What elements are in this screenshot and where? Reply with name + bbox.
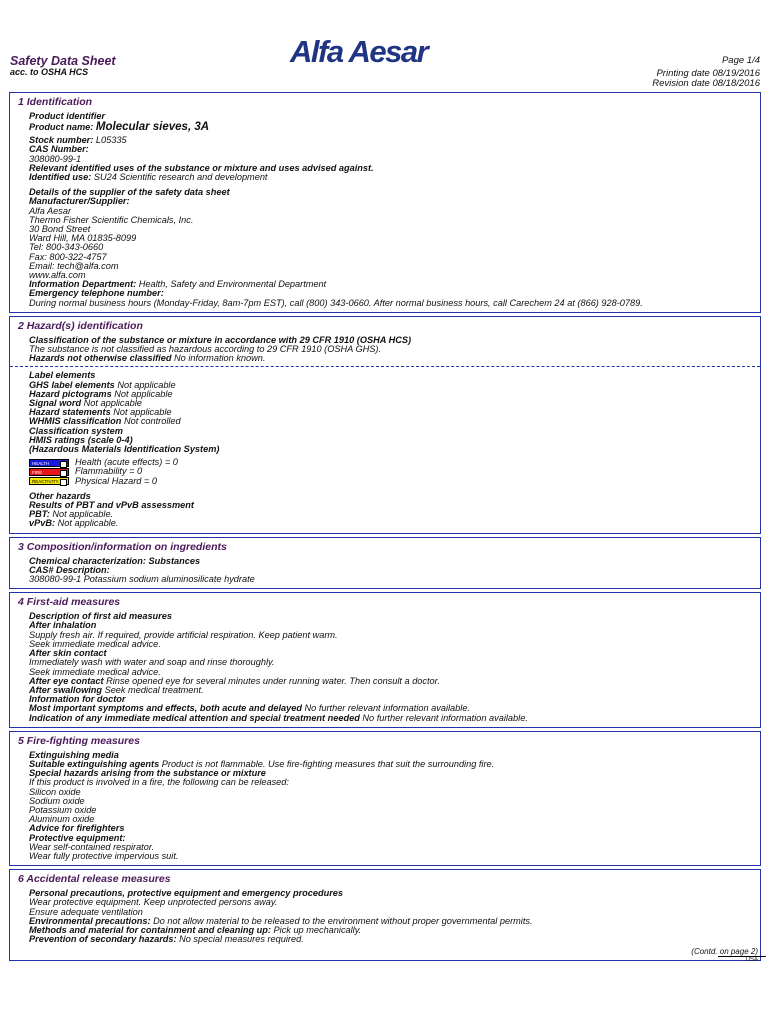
field-label: Environmental precautions:: [29, 915, 151, 926]
environmental-text: Do not allow material to be released to the environment without proper governmental permits.: [153, 915, 533, 926]
field-label: Indication of any immediate medical attention and special treatment needed: [29, 712, 360, 723]
section-title: 3 Composition/information on ingredients: [18, 540, 227, 553]
phone-line: Tel: 800-343-0660: [29, 242, 104, 253]
document-header-right: [652, 56, 760, 88]
address-line: Thermo Fisher Scientific Chemicals, Inc.: [29, 214, 194, 225]
section-title: 4 First-aid measures: [18, 596, 121, 609]
section-accidental-release: [9, 869, 761, 961]
field-label: Manufacturer/Supplier:: [29, 196, 130, 207]
field-label: Product name:: [29, 122, 94, 133]
field-label: Identified use:: [29, 172, 92, 183]
continued-note: (Contd. on page 2): [691, 947, 758, 957]
hmis-physical-value: Physical Hazard = 0: [75, 475, 157, 486]
field-label: Suitable extinguishing agents: [29, 758, 160, 769]
inhalation-text: Supply fresh air. If required, provide artificial respiration. Keep patient warm.: [29, 629, 338, 640]
hazard-statements-value: Not applicable: [113, 407, 172, 418]
field-label: Classification system: [29, 425, 123, 436]
section-composition: [9, 537, 761, 590]
section-fire-fighting: [9, 731, 761, 866]
protective-text: Wear fully protective impervious suit.: [29, 850, 179, 861]
field-label: Results of PBT and vPvB assessment: [29, 500, 194, 511]
field-label: Hazard pictograms: [29, 388, 112, 399]
field-label: Hazards not otherwise classified: [29, 353, 172, 364]
field-label: Chemical characterization: Substances: [29, 555, 201, 566]
field-label: Protective equipment:: [29, 832, 126, 843]
hmis-reactivity-label: REACTIVITY: [29, 477, 69, 485]
field-label: Other hazards: [29, 490, 91, 501]
hmis-health-label: HEALTH: [29, 459, 69, 467]
field-label: CAS Number:: [29, 144, 89, 155]
field-label: Signal word: [29, 398, 82, 409]
field-label: After inhalation: [29, 620, 97, 631]
field-label: Most important symptoms and effects, both acute and delayed: [29, 703, 302, 714]
precaution-text: Wear protective equipment. Keep unprotected persons away.: [29, 897, 278, 908]
stock-number: L05335: [95, 135, 127, 146]
section-title: 5 Fire-fighting measures: [18, 734, 140, 747]
page-number: Page 1/4: [721, 55, 760, 66]
signal-word-value: Not applicable: [83, 398, 142, 409]
oxide-item: Potassium oxide: [29, 804, 97, 815]
hmis-reactivity-row: [29, 477, 760, 486]
field-label: Personal precautions, protective equipment and emergency procedures: [29, 888, 343, 899]
document-subtitle: acc. to OSHA HCS: [10, 67, 89, 77]
section-title: 2 Hazard(s) identification: [18, 319, 143, 332]
precaution-text: Ensure adequate ventilation: [29, 906, 143, 917]
section-identification: [9, 92, 761, 313]
suitable-agents-text: Product is not flammable. Use fire-fighting measures that suit the surrounding fire.: [161, 758, 495, 769]
field-label: Advice for firefighters: [29, 823, 125, 834]
field-label: (Hazardous Materials Identification System): [29, 444, 220, 455]
hnoc-value: No information known.: [174, 353, 266, 364]
eye-text: Rinse opened eye for several minutes under running water. Then consult a doctor.: [106, 675, 440, 686]
field-label: GHS label elements: [29, 379, 115, 390]
emergency-text: During normal business hours (Monday-Friday, 8am-7pm EST), call (800) 343-0660. After normal business hours, call Carechem 24 at (866) 928-0789.: [29, 297, 643, 308]
section-first-aid: [9, 592, 761, 727]
whmis-value: Not controlled: [123, 416, 181, 427]
skin-text: Seek immediate medical advice.: [29, 666, 161, 677]
field-label: Relevant identified uses of the substance or mixture and uses advised against.: [29, 162, 374, 173]
protective-text: Wear self-contained respirator.: [29, 841, 155, 852]
printing-date: Printing date 08/19/2016: [656, 67, 760, 79]
address-line: Alfa Aesar: [29, 205, 72, 216]
field-label: Hazard statements: [29, 407, 111, 418]
field-label: PBT:: [29, 509, 50, 520]
field-label: Methods and material for containment and cleaning up:: [29, 924, 271, 935]
product-name: Molecular sieves, 3A: [95, 121, 210, 134]
revision-date: Revision date 08/18/2016: [652, 77, 760, 89]
hmis-fire-value: Flammability = 0: [75, 466, 143, 477]
company-logo: Alfa Aesar: [290, 34, 428, 69]
region-footer: USA: [745, 957, 758, 963]
pbt-value: Not applicable.: [52, 509, 114, 520]
fax-line: Fax: 800-322-4757: [29, 251, 107, 262]
address-line: Ward Hill, MA 01835-8099: [29, 233, 137, 244]
field-label: Information Department:: [29, 279, 137, 290]
field-label: Description of first aid measures: [29, 611, 172, 622]
field-label: WHMIS classification: [29, 416, 122, 427]
field-label: After skin contact: [29, 648, 107, 659]
field-label: Extinguishing media: [29, 749, 119, 760]
email-line: Email: tech@alfa.com: [29, 260, 119, 271]
identified-use: SU24 Scientific research and development: [93, 172, 268, 183]
field-label: Stock number:: [29, 135, 94, 146]
vpvb-value: Not applicable.: [57, 518, 119, 529]
field-label: Label elements: [29, 370, 96, 381]
field-label: Prevention of secondary hazards:: [29, 934, 177, 945]
section-title: 6 Accidental release measures: [18, 873, 171, 886]
field-label: CAS# Description:: [29, 564, 110, 575]
info-department: Health, Safety and Environmental Department: [138, 279, 327, 290]
dashed-divider: [10, 366, 760, 367]
prevention-text: No special measures required.: [179, 934, 304, 945]
indication-text: No further relevant information available.: [362, 712, 528, 723]
section-title: 1 Identification: [18, 96, 93, 108]
field-label: After swallowing: [29, 684, 102, 695]
field-label: Classification of the substance or mixture in accordance with 29 CFR 1910 (OSHA HCS): [29, 334, 412, 345]
hmis-health-value: Health (acute effects) = 0: [75, 457, 178, 468]
field-label: Emergency telephone number:: [29, 288, 164, 299]
swallow-text: Seek medical treatment.: [104, 684, 204, 695]
field-label: HMIS ratings (scale 0-4): [29, 434, 133, 445]
inhalation-text: Seek immediate medical advice.: [29, 638, 161, 649]
field-label: After eye contact: [29, 675, 104, 686]
cas-number: 308080-99-1: [29, 153, 82, 164]
ingredient-row: 308080-99-1 Potassium sodium aluminosilicate hydrate: [29, 574, 255, 585]
hmis-fire-label: FIRE: [29, 468, 69, 476]
released-text: If this product is involved in a fire, the following can be released:: [29, 777, 289, 788]
address-line: 30 Bond Street: [29, 224, 91, 235]
oxide-item: Silicon oxide: [29, 786, 81, 797]
field-label: Information for doctor: [29, 694, 126, 705]
section-hazards: [9, 316, 761, 534]
skin-text: Immediately wash with water and soap and rinse thoroughly.: [29, 657, 275, 668]
sds-content: [9, 92, 761, 964]
field-label: Details of the supplier of the safety data sheet: [29, 187, 230, 198]
field-label: vPvB:: [29, 518, 56, 529]
methods-text: Pick up mechanically.: [273, 924, 362, 935]
pictograms-value: Not applicable: [114, 388, 173, 399]
oxide-item: Aluminum oxide: [29, 814, 95, 825]
field-label: Product identifier: [29, 111, 106, 121]
document-header-left: [10, 55, 116, 77]
field-label: Special hazards arising from the substance or mixture: [29, 768, 266, 779]
symptoms-text: No further relevant information available.: [304, 703, 470, 714]
website-line: www.alfa.com: [29, 270, 86, 281]
oxide-item: Sodium oxide: [29, 795, 85, 806]
ghs-value: Not applicable: [117, 379, 176, 390]
document-title: Safety Data Sheet: [10, 54, 116, 68]
classification-text: The substance is not classified as hazardous according to 29 CFR 1910 (OSHA GHS).: [29, 344, 382, 355]
